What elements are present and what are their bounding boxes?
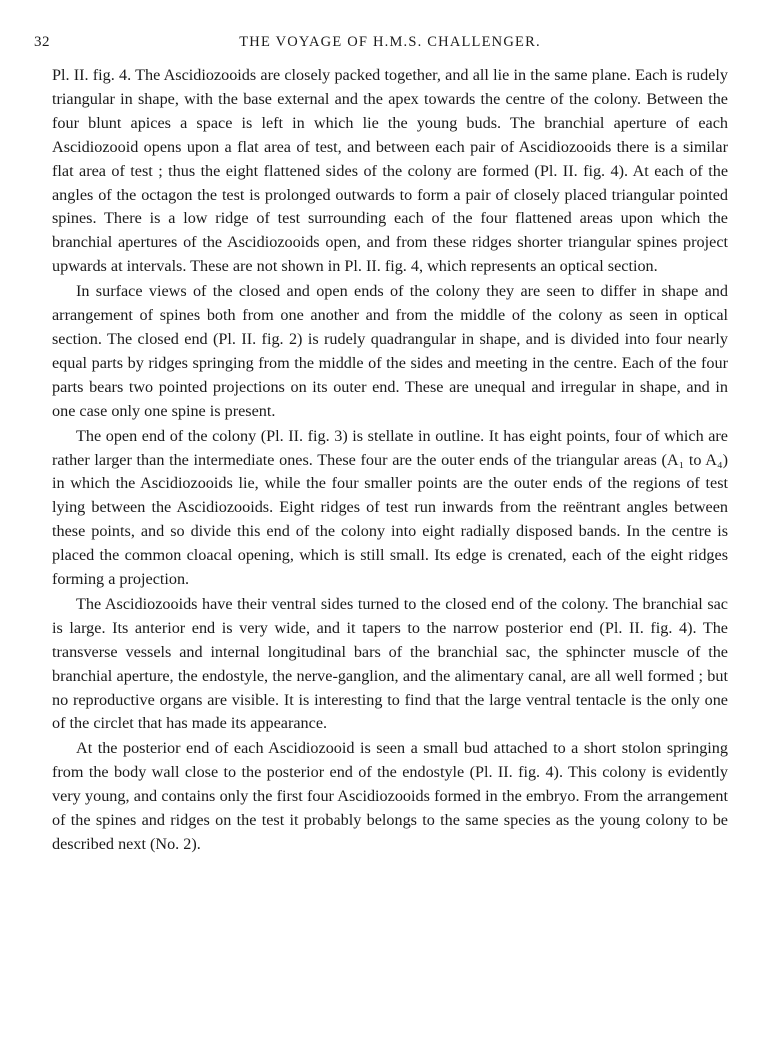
paragraph-1: Pl. II. fig. 4. The Ascidiozooids are closely packed together, and all lie in the same plane. Each is rudely triangular in shape, with the base external and the apex towards the centre of the colony. Between the four blunt apices a space is left in which lie the young buds. The branchial aperture of each Ascidiozooid opens upon a flat area of test, and between each pair of Ascidiozooids there is a similar flat area of test ; thus the eight flattened sides of the colony are formed (Pl. II. fig. 4). At each of the angles of the octagon the test is prolonged outwards to form a pair of closely placed triangular pointed spines. There is a low ridge of test surrounding each of the four flattened areas upon which the branchial apertures of the Ascidiozooids open, and from these ridges shorter triangular spines project upwards at intervals. These are not shown in Pl. II. fig. 4, which represents an optical section. [52,66,728,276]
paragraph-4: The Ascidiozooids have their ventral sides turned to the closed end of the colony. The branchial sac is large. Its anterior end is very wide, and it tapers to the narrow posterior end (Pl. II. fig. 4). The transverse vessels and internal longitudinal bars of the branchial sac, the sphincter muscle of the branchial aperture, the endostyle, the nerve-ganglion, and the alimentary canal, are all well formed ; but no reproductive organs are visible. It is interesting to find that the large ventral tentacle is the only one of the circlet that has made its appearance. [52,594,728,733]
paragraph-5: At the posterior end of each Ascidiozooid is seen a small bud attached to a short stolon springing from the body wall close to the posterior end of the endostyle (Pl. II. fig. 4). This colony is evidently very young, and contains only the first four Ascidiozooids formed in the embryo. From the arrangement of the spines and ridges on the test it probably belongs to the same species as the young colony to be described next (No. 2). [52,739,728,853]
page-number: 32 [34,34,50,50]
paragraph-3: The open end of the colony (Pl. II. fig. 3) is stellate in outline. It has eight points, four of which are rather larger than the intermediate ones. These four are the outer ends of the triangular areas (A₁ to A₄) in which the Ascidiozooids lie, while the four smaller points are the outer ends of the regions of test lying between the Ascidiozooids. Eight ridges of test run inwards from the reëntrant angles between these points, and so divide this end of the colony into eight radially disposed bands. In the centre is placed the common cloacal opening, which is still small. Its edge is crenated, each of the eight ridges forming a projection. [52,426,728,589]
body-text [52,64,728,857]
document-page [34,34,728,857]
page-header [34,34,728,60]
paragraph-2: In surface views of the closed and open ends of the colony they are seen to differ in shape and arrangement of spines both from one another and from the middle of the colony as seen in optical section. The closed end (Pl. II. fig. 2) is rudely quadrangular in shape, and is divided into four nearly equal parts by ridges springing from the middle of the sides and meeting in the centre. Each of the four parts bears two pointed projections on its outer end. These are unequal and irregular in shape, and in one case only one spine is present. [52,282,728,420]
running-head: THE VOYAGE OF H.M.S. CHALLENGER. [239,34,541,50]
